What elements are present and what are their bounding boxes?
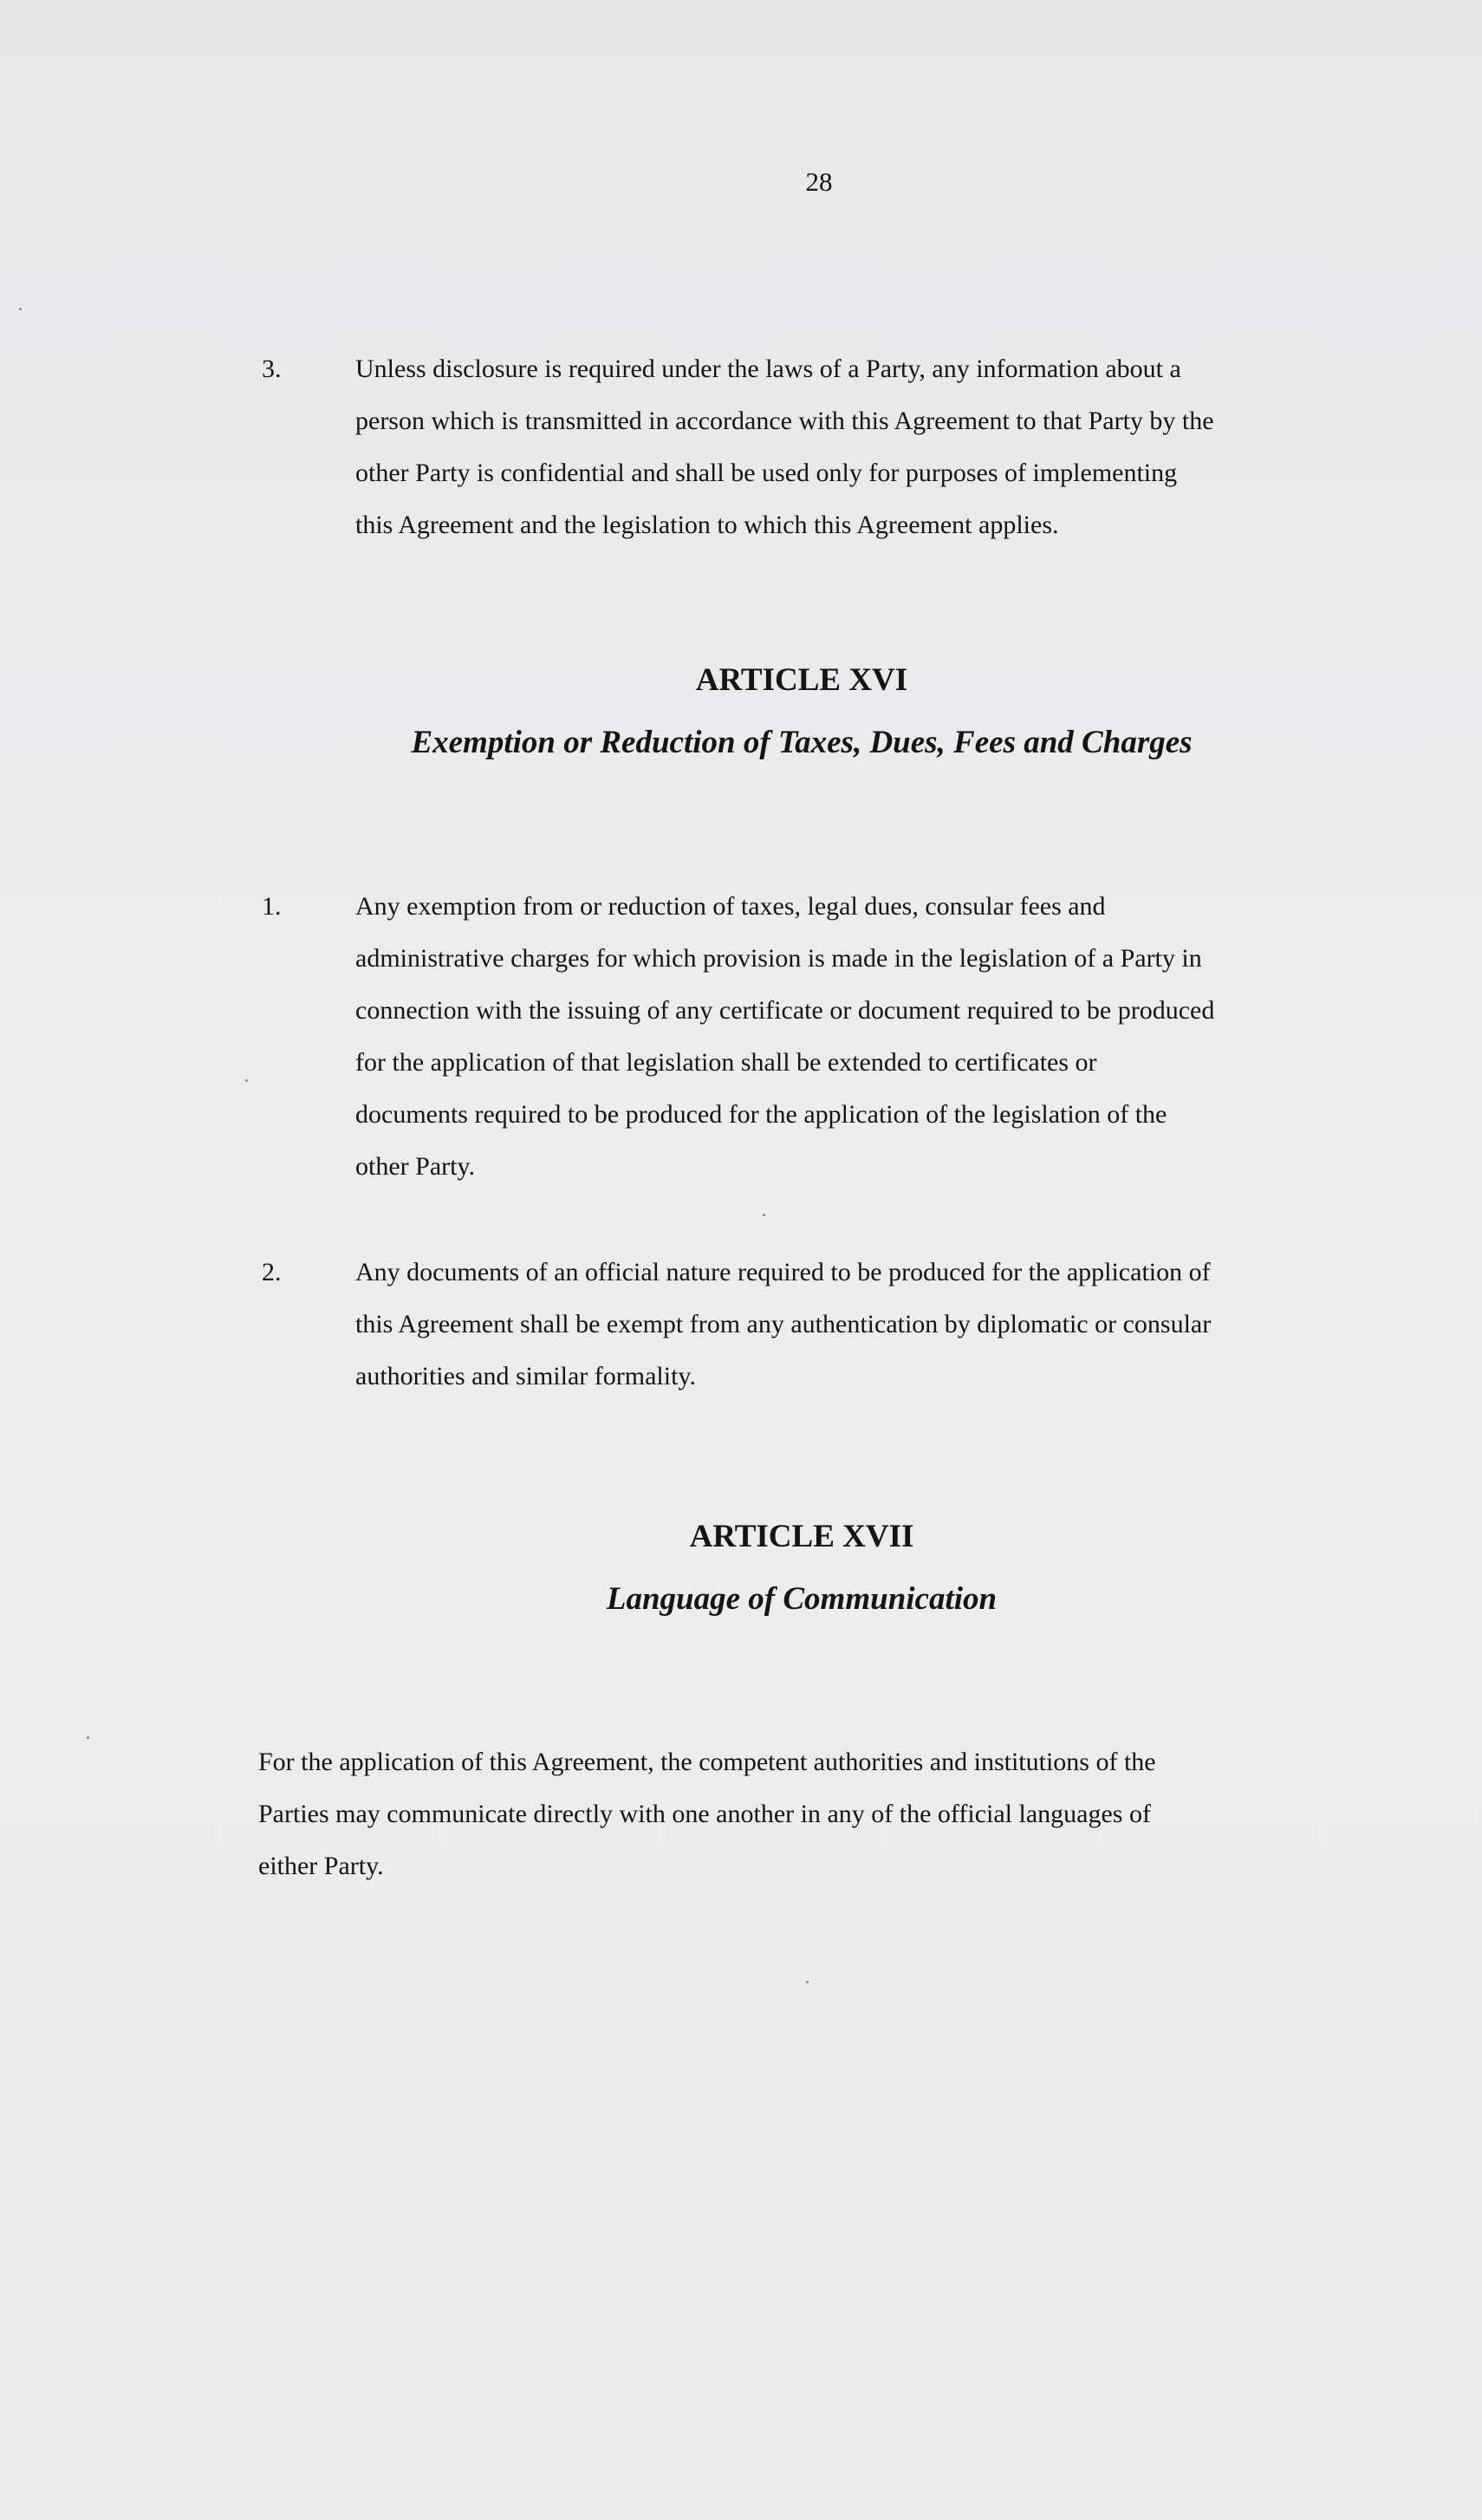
paragraph-number: 2. (262, 1258, 282, 1286)
paragraph-2 (355, 1247, 1395, 1403)
text-line: administrative charges for which provision is made in the legislation of a Party in (355, 944, 1202, 973)
scan-speck (763, 1214, 765, 1216)
paragraph-3 (355, 343, 1395, 551)
text-line: this Agreement and the legislation to which this Agreement applies. (355, 511, 1059, 539)
text-line: Parties may communicate directly with one another in any of the official languages of (258, 1800, 1151, 1828)
scan-speck (19, 308, 22, 310)
text-line: other Party is confidential and shall be used only for purposes of implementing (355, 459, 1178, 487)
text-line: other Party. (355, 1152, 476, 1181)
text-line: this Agreement shall be exempt from any authentication by diplomatic or consular (355, 1310, 1212, 1338)
article-xvi-title: ARTICLE XVI (695, 662, 908, 698)
text-line: documents required to be produced for the application of the legislation of the (355, 1100, 1167, 1129)
text-line: Any documents of an official nature required to be produced for the application of (355, 1258, 1211, 1286)
text-line: Unless disclosure is required under the laws of a Party, any information about a (355, 355, 1181, 383)
scan-speck (87, 1736, 89, 1739)
text-line: authorities and similar formality. (355, 1362, 696, 1390)
text-line: person which is transmitted in accordance with this Agreement to that Party by the (355, 407, 1214, 435)
scan-speck (245, 1079, 248, 1082)
text-line: For the application of this Agreement, the competent authorities and institutions of the (258, 1748, 1156, 1776)
paragraph-language (258, 1736, 1402, 1892)
article-xvi-subtitle: Exemption or Reduction of Taxes, Dues, Fees and Charges (411, 725, 1193, 760)
scan-speck (806, 1981, 809, 1983)
paragraph-number: 3. (262, 355, 282, 383)
text-line: Any exemption from or reduction of taxes, legal dues, consular fees and (355, 892, 1106, 921)
article-xvii-subtitle: Language of Communication (606, 1581, 998, 1617)
paragraph-1 (355, 881, 1395, 1193)
paragraph-number: 1. (262, 892, 282, 921)
text-line: either Party. (258, 1852, 384, 1880)
text-line: for the application of that legislation shall be extended to certificates or (355, 1048, 1097, 1077)
article-xvii-title: ARTICLE XVII (689, 1519, 914, 1554)
page-number: 28 (805, 166, 833, 197)
text-line: connection with the issuing of any certificate or document required to be produced (355, 996, 1215, 1025)
